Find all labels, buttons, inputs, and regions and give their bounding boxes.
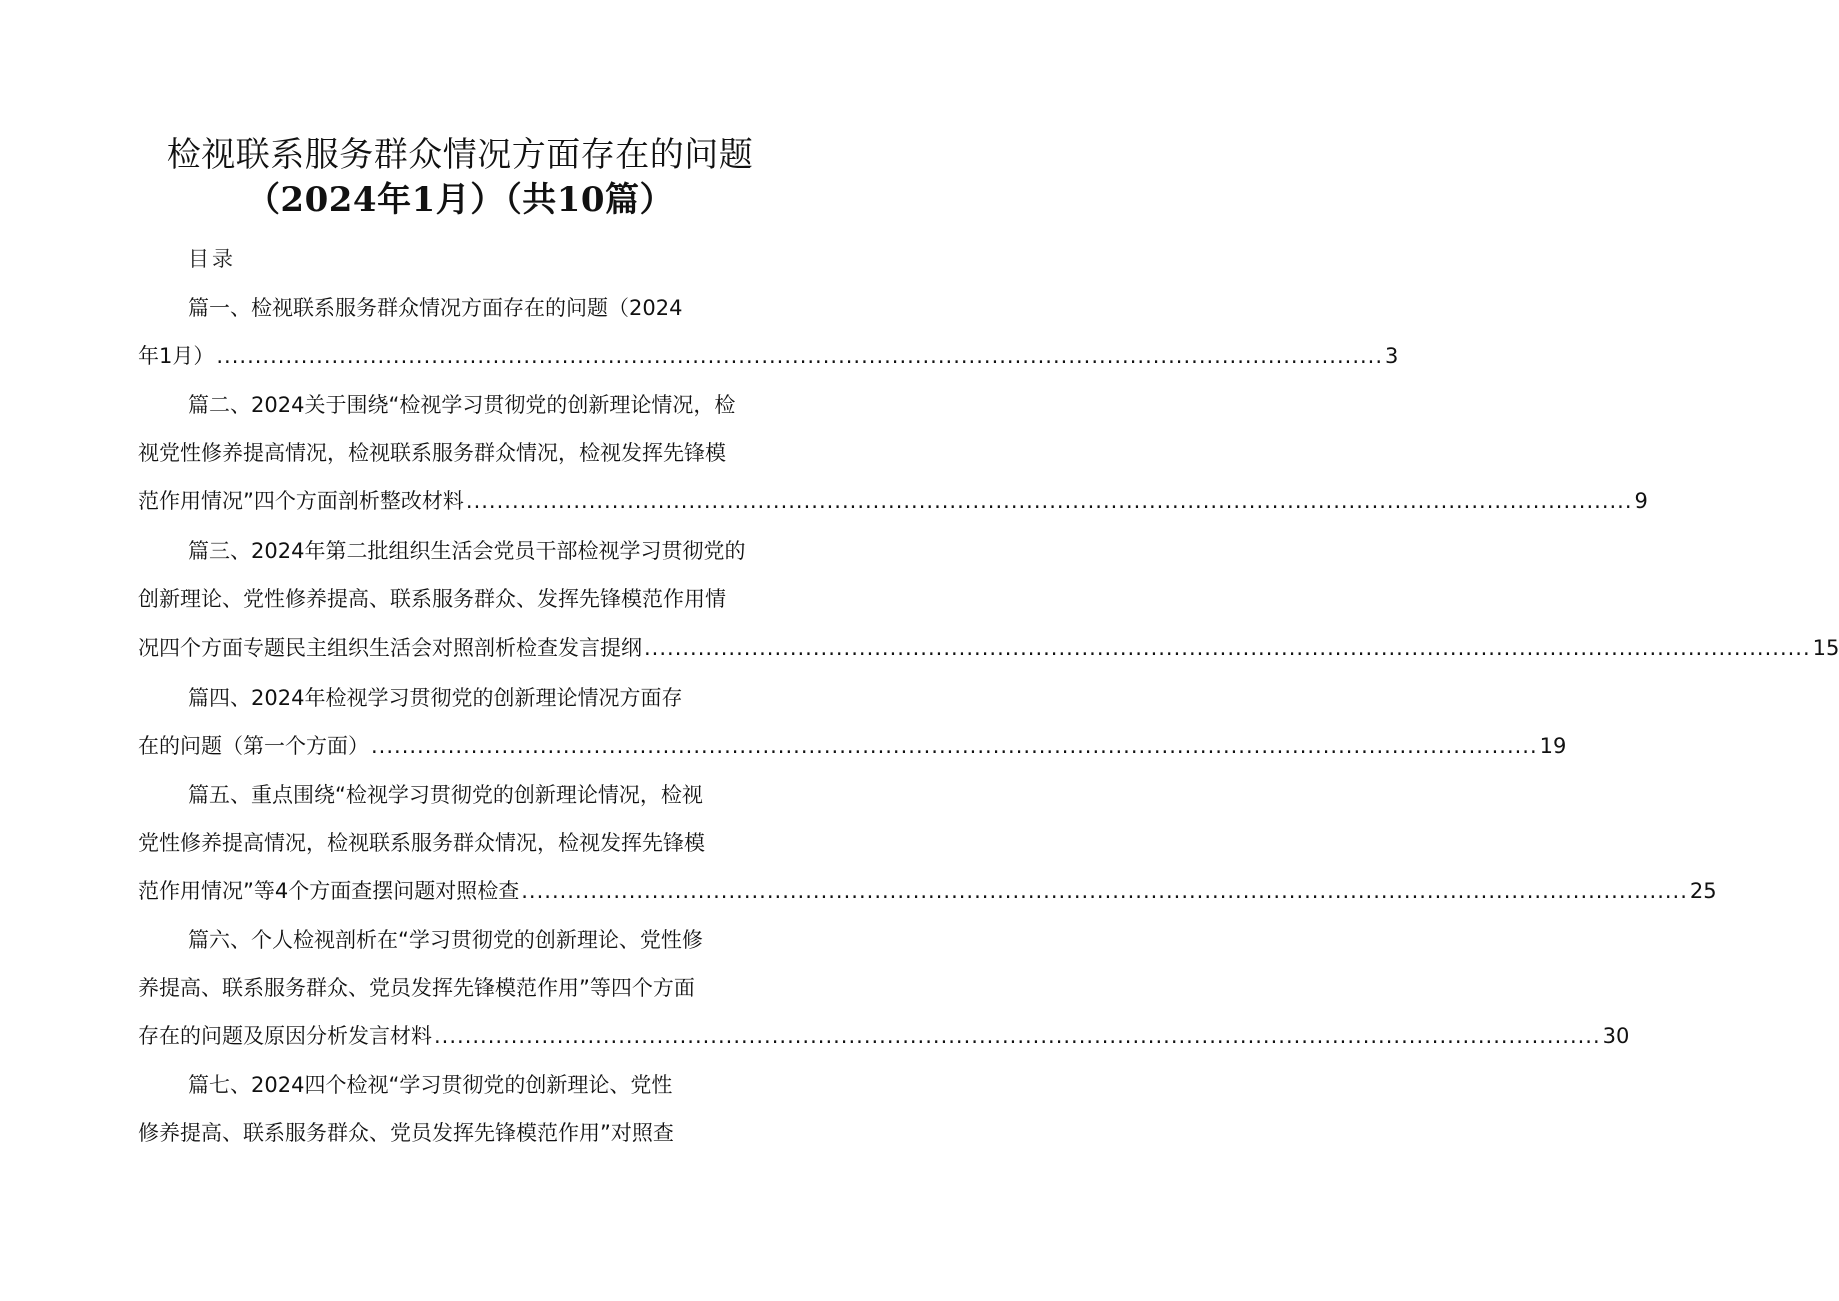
toc-entry-6-line-1[interactable]: 篇六、个人检视剖析在“学习贯彻党的创新理论、党性修: [188, 928, 703, 952]
toc-entry-1-line-2: 年1月）: [138, 344, 215, 368]
toc-entry-7-line-2[interactable]: 修养提高、联系服务群众、党员发挥先锋模范作用”对照查: [138, 1121, 674, 1145]
toc-heading: 目录: [188, 247, 236, 271]
toc-entry-2-last-line[interactable]: [138, 486, 1648, 516]
toc-entry-4-last-line[interactable]: [138, 731, 1567, 761]
document-title: 检视联系服务群众情况方面存在的问题: [166, 135, 754, 175]
toc-entry-6-line-3: 存在的问题及原因分析发言材料: [138, 1024, 432, 1048]
toc-entry-3-last-line[interactable]: [138, 633, 1839, 663]
toc-entry-6-last-line[interactable]: [138, 1021, 1630, 1051]
toc-entry-5-line-3: 范作用情况”等4个方面查摆问题对照检查: [138, 879, 520, 903]
document-subtitle: （2024年1月）（共10篇）: [245, 180, 675, 220]
toc-entry-1-page: 3: [1385, 344, 1399, 368]
toc-entry-2-line-2[interactable]: 视党性修养提高情况，检视联系服务群众情况，检视发挥先锋模: [138, 441, 726, 465]
toc-entry-5-last-line[interactable]: [138, 876, 1717, 906]
toc-leader-dots: ........................................................................................................................................................: [434, 1024, 1601, 1048]
toc-entry-2-line-3: 范作用情况”四个方面剖析整改材料: [138, 489, 464, 513]
toc-entry-3-line-3: 况四个方面专题民主组织生活会对照剖析检查发言提纲: [138, 636, 642, 660]
toc-leader-dots: ........................................................................................................................................................: [371, 734, 1538, 758]
toc-entry-5-page: 25: [1689, 879, 1717, 903]
toc-leader-dots: ........................................................................................................................................................: [216, 344, 1384, 368]
toc-leader-dots: ........................................................................................................................................................: [644, 636, 1811, 660]
toc-leader-dots: ........................................................................................................................................................: [465, 489, 1633, 513]
toc-entry-4-line-1[interactable]: 篇四、2024年检视学习贯彻党的创新理论情况方面存: [188, 686, 683, 710]
toc-entry-3-page: 15: [1812, 636, 1839, 660]
toc-entry-6-line-2[interactable]: 养提高、联系服务群众、党员发挥先锋模范作用”等四个方面: [138, 976, 695, 1000]
toc-entry-1-line-1[interactable]: 篇一、检视联系服务群众情况方面存在的问题（2024: [188, 296, 683, 320]
toc-entry-4-page: 19: [1539, 734, 1567, 758]
toc-leader-dots: ........................................................................................................................................................: [521, 879, 1688, 903]
toc-entry-2-page: 9: [1634, 489, 1648, 513]
toc-entry-7-line-1[interactable]: 篇七、2024四个检视“学习贯彻党的创新理论、党性: [188, 1073, 673, 1097]
toc-entry-3-line-1[interactable]: 篇三、2024年第二批组织生活会党员干部检视学习贯彻党的: [188, 539, 746, 563]
toc-entry-6-page: 30: [1602, 1024, 1630, 1048]
toc-entry-4-line-2: 在的问题（第一个方面）: [138, 734, 369, 758]
toc-entry-5-line-2[interactable]: 党性修养提高情况，检视联系服务群众情况，检视发挥先锋模: [138, 831, 705, 855]
toc-entry-1-last-line[interactable]: [138, 341, 1399, 371]
toc-entry-3-line-2[interactable]: 创新理论、党性修养提高、联系服务群众、发挥先锋模范作用情: [138, 587, 726, 611]
toc-entry-5-line-1[interactable]: 篇五、重点围绕“检视学习贯彻党的创新理论情况，检视: [188, 783, 703, 807]
toc-entry-2-line-1[interactable]: 篇二、2024关于围绕“检视学习贯彻党的创新理论情况，检: [188, 393, 736, 417]
